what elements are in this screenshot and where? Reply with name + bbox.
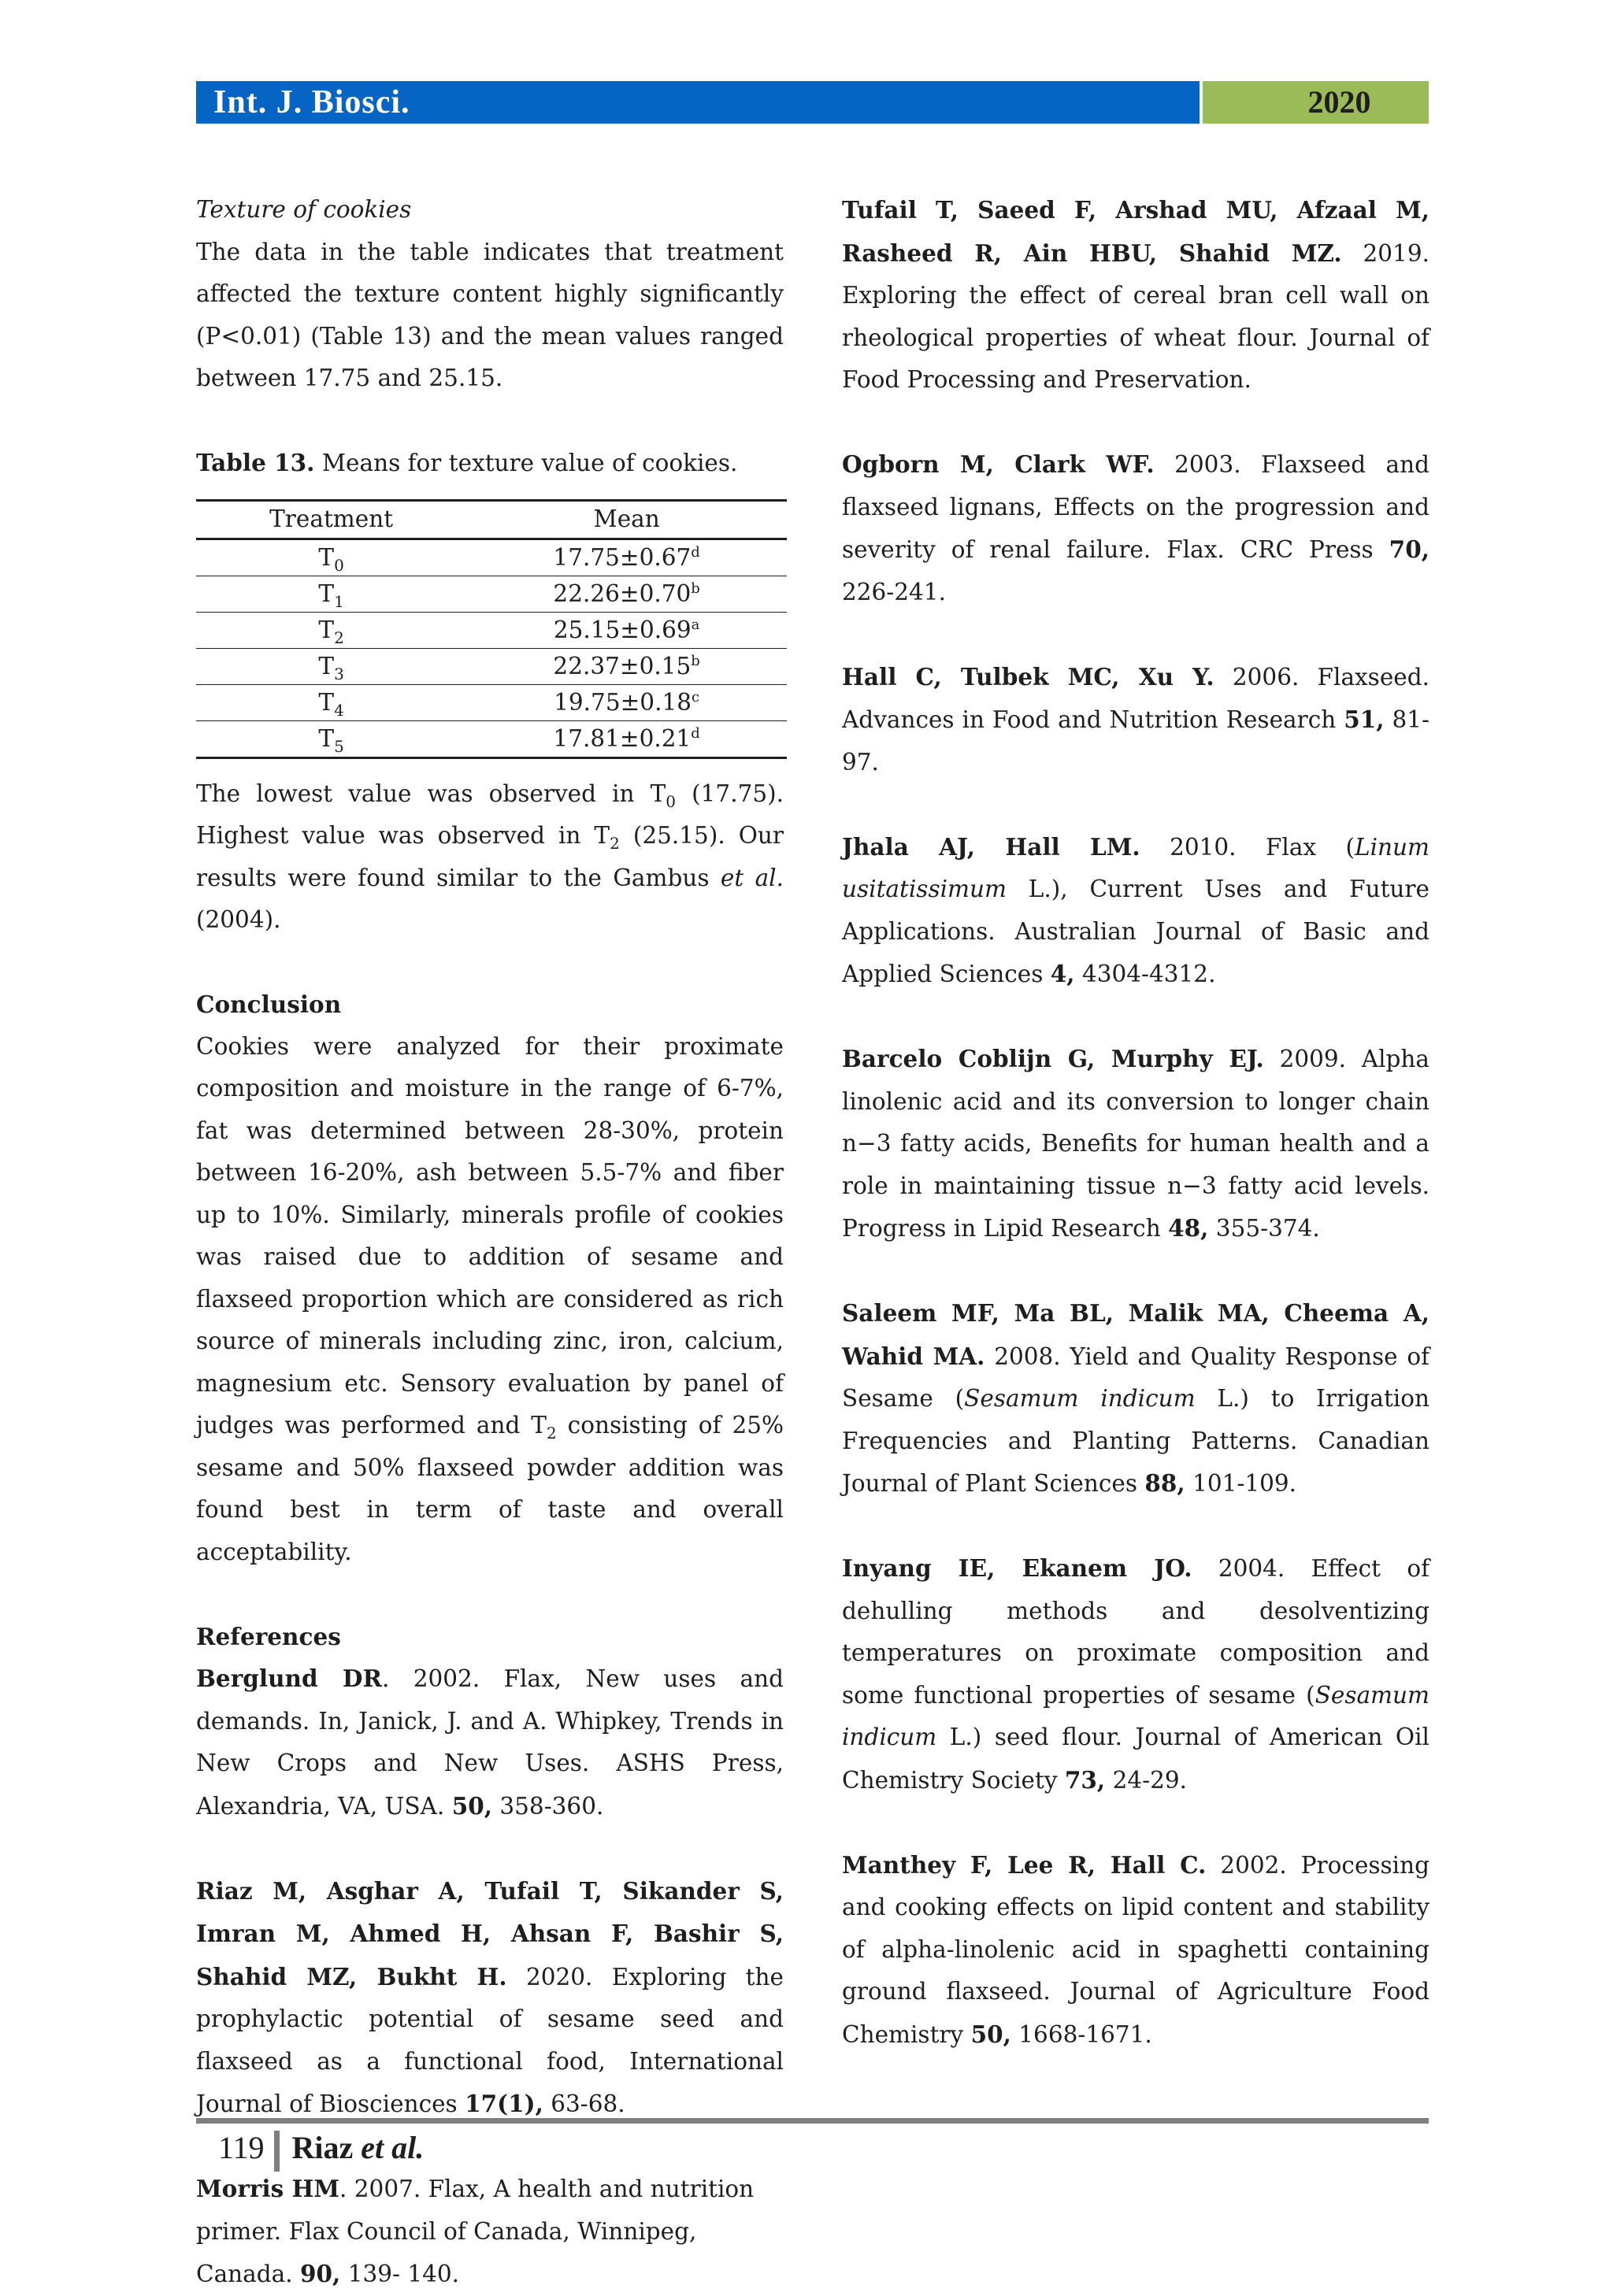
treatment-cell: $T_0$ (196, 539, 466, 576)
reference-tufail: Tufail T, Saeed F, Arshad MU, Afzaal M, Rasheed R, Ain HBU, Shahid MZ. 2019. Exploring the effect of cereal bran cell wall on rheological properties of wheat flour. Journal of Food Processing and Preservation. (842, 196, 1429, 393)
table-row (196, 576, 787, 612)
table-row (196, 612, 787, 648)
reference-berglund: Berglund DR. 2002. Flax, New uses and demands. In, Janick, J. and A. Whipkey, Trends in New Crops and New Uses. ASHS Press, Alexandria, VA, USA. 50, 358-360. (196, 1665, 784, 1820)
treatment-cell: $T_1$ (196, 576, 466, 612)
mean-cell: 17.81±0.21$^d$ (466, 720, 787, 757)
reference-ogborn: Ogborn M, Clark WF. 2003. Flaxseed and flaxseed lignans, Effects on the progression and severity of renal failure. Flax. CRC Press 70, 226-241. (842, 450, 1430, 605)
results-paragraph: The lowest value was observed in $T_0$ (17.75). Highest value was observed in $T_2$ (25.15). Our results were found similar to the Gambus et al. (2004). (196, 780, 784, 933)
reference-riaz: Riaz M, Asghar A, Tufail T, Sikander S, Imran M, Ahmed H, Ahsan F, Bashir S, Shahid MZ, Bukht H. 2020. Exploring the prophylactic potential of sesame seed and flaxseed as a functional food, International Journal of Biosciences 17(1), 63-68. (196, 1876, 784, 2117)
table-row (196, 720, 787, 757)
reference-inyang: Inyang IE, Ekanem JO. 2004. Effect of dehulling methods and desolventizing temperatures on proximate composition and some functional properties of sesame (Sesamum indicum L.) seed flour. Journal of American Oil Chemistry Society 73, 24-29. (842, 1554, 1429, 1794)
reference-morris: Morris HM. 2007. Flax, A health and nutrition primer. Flax Council of Canada, Winnipeg, Canada. 90, 139- 140. (196, 2175, 755, 2287)
table-header-mean: Mean (466, 500, 787, 539)
page-footer (196, 2126, 424, 2170)
footer-rule (196, 2118, 1429, 2124)
texture-heading: Texture of cookies (196, 196, 412, 223)
texture-paragraph: The data in the table indicates that treatment affected the texture content highly significantly (P<0.01) (Table 13) and the mean values ranged between 17.75 and 25.15. (196, 238, 784, 391)
conclusion-heading: Conclusion (196, 991, 342, 1018)
texture-table (196, 499, 787, 759)
left-column (196, 189, 784, 2296)
treatment-cell: $T_2$ (196, 612, 466, 648)
mean-cell: 19.75±0.18$^c$ (466, 684, 787, 720)
reference-manthey: Manthey F, Lee R, Hall C. 2002. Processing and cooking effects on lipid content and stability of alpha-linolenic acid in spaghetti containing ground flaxseed. Journal of Agriculture Food Chemistry 50, 1668-1671. (842, 1850, 1429, 2048)
mean-cell: 22.26±0.70$^b$ (466, 576, 787, 612)
table-caption-text: Means for texture value of cookies. (314, 450, 738, 476)
table-row (196, 539, 787, 576)
table-caption-label: Table 13. (196, 449, 315, 476)
reference-hall: Hall C, Tulbek MC, Xu Y. 2006. Flaxseed. Advances in Food and Nutrition Research 51, 81-97. (842, 662, 1430, 776)
table-row (196, 648, 787, 684)
treatment-cell: $T_3$ (196, 648, 466, 684)
reference-jhala: Jhala AJ, Hall LM. 2010. Flax (Linum usitatissimum L.), Current Uses and Future Applications. Australian Journal of Basic and Applied Sciences 4, 4304-4312. (842, 832, 1429, 987)
table-header-treatment: Treatment (196, 500, 466, 539)
mean-cell: 22.37±0.15$^b$ (466, 648, 787, 684)
reference-saleem: Saleem MF, Ma BL, Malik MA, Cheema A, Wahid MA. 2008. Yield and Quality Response of Sesame (Sesamum indicum L.) to Irrigation Frequencies and Planting Patterns. Canadian Journal of Plant Sciences 88, 101-109. (842, 1299, 1429, 1497)
references-heading: References (196, 1622, 341, 1650)
treatment-cell: $T_5$ (196, 720, 466, 757)
journal-header (196, 81, 1429, 124)
journal-name: Int. J. Biosci. (196, 81, 1200, 124)
running-author: Riaz et al. (291, 2130, 425, 2165)
mean-cell: 17.75±0.67$^d$ (466, 539, 787, 576)
page-number: 119 (218, 2130, 265, 2165)
journal-year: 2020 (1203, 81, 1429, 124)
conclusion-paragraph: Cookies were analyzed for their proximate composition and moisture in the range of 6-7%, fat was determined between 28-30%, protein between 16-20%, ash between 5.5-7% and fiber up to 10%. Similarly, minerals profile of cookies was raised due to addition of sesame and flaxseed proportion which are considered as rich source of minerals including zinc, iron, calcium, magnesium etc. Sensory evaluation by panel of judges was performed and $T_2$ consisting of 25% sesame and 50% flaxseed powder addition was found best in term of taste and overall acceptability. (196, 1032, 784, 1565)
table-row (196, 684, 787, 720)
table-caption (196, 442, 784, 485)
footer-divider (274, 2131, 280, 2172)
treatment-cell: $T_4$ (196, 684, 466, 720)
mean-cell: 25.15±0.69$^a$ (466, 612, 787, 648)
right-column (842, 189, 1429, 2056)
reference-barcelo: Barcelo Coblijn G, Murphy EJ. 2009. Alpha linolenic acid and its conversion to longer chain n−3 fatty acids, Benefits for human health and a role in maintaining tissue n−3 fatty acid levels. Progress in Lipid Research 48, 355-374. (842, 1045, 1429, 1242)
